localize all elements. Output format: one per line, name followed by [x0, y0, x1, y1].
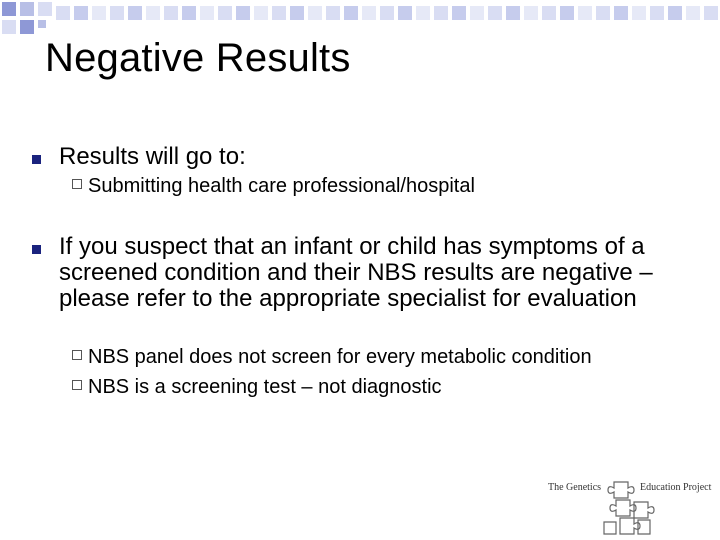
bullet-text: Results will go to:: [59, 143, 246, 170]
genetics-education-project-logo: [544, 478, 720, 540]
sub-bullet-text: NBS is a screening test – not diagnostic: [88, 376, 442, 398]
sub-bullet-text: Submitting health care professional/hospital: [88, 175, 475, 197]
square-bullet-icon: [32, 245, 41, 254]
puzzle-pieces-icon: [544, 478, 720, 540]
page-title: Negative Results: [45, 36, 351, 80]
square-bullet-icon: [32, 155, 41, 164]
checkbox-bullet-icon: [72, 350, 82, 360]
logo-text-right: Education Project: [640, 482, 712, 493]
checkbox-bullet-icon: [72, 179, 82, 189]
bullet-text: If you suspect that an infant or child has symptoms of a screened condition and their NBS results are negative – please refer to the appropriate specialist for evaluation: [59, 233, 653, 312]
checkbox-bullet-icon: [72, 380, 82, 390]
sub-bullet-text: NBS panel does not screen for every metabolic condition: [88, 346, 592, 368]
logo-text-left: The Genetics: [548, 482, 602, 493]
